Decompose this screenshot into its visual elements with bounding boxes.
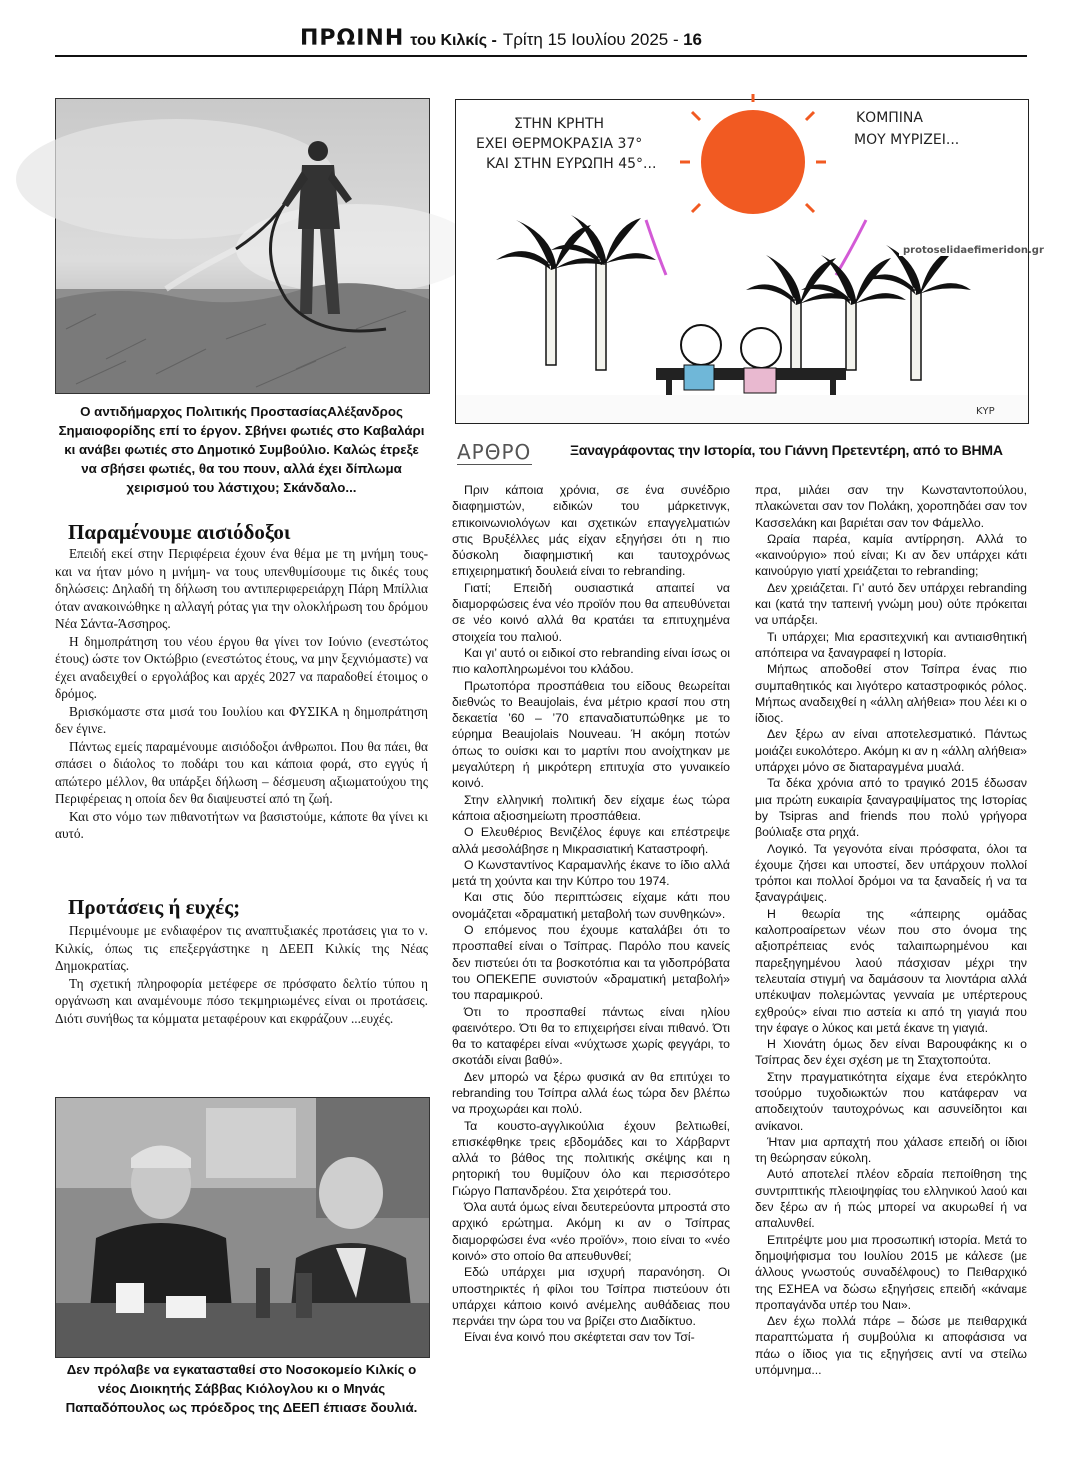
feature-paragraph: Τι υπάρχει; Μια ερασιτεχνική και αντιαισθητική απόπειρα να ξαναγραφεί η Ιστορία. [755,629,1027,660]
sun-icon [680,94,826,214]
cartoon-speech-left-line: ΕΧΕΙ ΘΕΡΜΟΚΡΑΣΙΑ 37° [476,136,643,152]
cartoon-watermark: protoselidaefimeridon.gr [903,245,1044,256]
feature-paragraph: πρα, μιλάει σαν την Κωνσταντοπούλου, πλακώνεται σαν τον Πολάκη, χοροπηδάει σαν τον Κασσελάκη και βαριέται σαν τον Φάμελλο. [755,483,1027,530]
feature-paragraph: Τα κουστο-αγγλικούλια έχουν βελτιωθεί, επισκέφθηκε τρεις εβδομάδες και το Χάρβαρντ αλλά το βάθος της πολιτικής σκέψης και η ρητορική του θυμίζουν όλο και περισσότερο Γιώργο Παπανδρέου. Στα χειρότερά του. [452,1118,730,1198]
cartoon-speech-left-line: ΚΑΙ ΣΤΗΝ ΕΥΡΩΠΗ 45°... [486,156,657,172]
article-proposals-title: Προτάσεις ή ευχές; [68,895,241,919]
feature-column-left [452,482,730,1346]
article-paragraph: Περιμένουμε με ενδιαφέρον τις αναπτυξιακές προτάσεις για το ν. Κιλκίς, όπως τις επεξεργάστηκε η ΔΕΕΠ Κιλκίς της Νέας Δημοκρατίας. [55,923,428,973]
article-paragraph: Πάντως εμείς παραμένουμε αισιόδοξοι άνθρωποι. Που θα πάει, θα σπάσει ο διάολος το ποδάρι του και κάποια φορά, στο εγγύς ή απώτερο μέλλον, θα υπάρξει δήλωση – δέσμευση αξιωματούχου της Περιφέρειας η οποία δεν θα διαψευστεί από τη ζωή. [55,738,428,806]
newspaper-subtitle: του Κιλκίς - [410,32,497,49]
feature-article-title: Ξαναγράφοντας την Ιστορία, του Γιάννη Πρετεντέρη, από το ΒΗΜΑ [570,442,1003,458]
article-paragraph: Τη σχετική πληροφορία μετέφερε σε πρόσφατο δελτίο τύπου η οργάνωση και αναμένουμε πόσο τεκμηριωμένες είναι οι προτάσεις. Διότι συνήθως τα κόμματα μεταφέρουν και εκφράζουν ...ευχές. [55,975,428,1026]
feature-paragraph: Πριν κάποια χρόνια, σε ένα συνέδριο διαφημιστών, ειδικών του μάρκετινγκ, επικοινωνιολόγων και σχετικών επαγγελματιών στις Βρυξέλλες μάς είχαν εξηγήσει ότι η πιο δύσκολη διαφημιστική και ταυτοχρόνως επιχειρηματική δουλειά είναι το rebranding. [452,483,730,579]
feature-paragraph: Και στις δύο περιπτώσεις είχαμε κάτι που ονομάζεται «δραματική μεταβολή των συνθηκών». [452,890,730,921]
feature-paragraph: Λογικό. Τα γεγονότα είναι πρόσφατα, όλοι τα έχουμε ζήσει και υποστεί, δεν υπάρχουν πολλοί τρόποι και πολλοί δρόμοι να τα ξαναδείς ή να τα ξαναγράψεις. [755,841,1027,905]
heatwave-cartoon [455,99,1044,424]
feature-paragraph: Όλα αυτά όμως είναι δευτερεύοντα μπροστά στο αρχικό ερώτημα. Ακόμη κι αν ο Τσίπρας διαμορφώσει ένα «νέο προϊόν», ποιο είναι το «νέο κοινό» στο οποίο θα απευθυνθεί; [452,1200,730,1263]
feature-paragraph: Δεν χρειάζεται. Γι’ αυτό δεν υπάρχει rebranding και (κατά την ταπεινή γνώμη μου) ούτε πρόκειται να υπάρξει. [755,580,1027,628]
article-paragraph: Βρισκόμαστε στα μισά του Ιουλίου και ΦΥΣΙΚΑ η δημοπράτηση δεν έγινε. [55,703,428,736]
issue-date: Τρίτη 15 Ιουλίου 2025 - [502,30,679,49]
article-paragraph: Και στο νόμο των πιθανοτήτων να βασιστούμε, κάποτε θα γίνει κι αυτό. [55,808,428,841]
article-optimists-title: Παραμένουμε αισιόδοξοι [68,520,291,544]
cartoon-signature: ΚΥΡ [976,406,995,417]
feature-paragraph: Ωραία παρέα, καμία αντίρρηση. Αλλά το «καινούργιο» πού είναι; Κι αν δεν υπάρχει κάτι καινούργιο γιατί χρειάζεται το rebranding; [755,531,1027,579]
firefighter-illustration [56,99,429,393]
feature-paragraph: Επιτρέψτε μου μια προσωπική ιστορία. Μετά το δημοψήφισμα του Ιουλίου 2015 με κάλεσε (με άλλους γνωστούς συναδέλφους) το Πειθαρχικό της ΕΣΗΕΑ να δώσω εξηγήσεις επειδή «κάναμε προπαγάνδα υπέρ του Ναι». [755,1232,1027,1312]
feature-paragraph: Μήπως αποδοθεί στον Τσίπρα ένας πιο συμπαθητικός και λιγότερο καταστροφικός ρόλος. Μήπως αναδειχθεί η «άλλη αλήθεια» που λέει κι ο ίδιος. [755,662,1027,726]
feature-paragraph: Πρωτοπόρα προσπάθεια του είδους θεωρείται διεθνώς το Beaujolais, ένα μέτριο κρασί που στη δεκαετία ’60 – ’70 επαναδιατυπώθηκε με το εύρημα Beaujolais Nouveau. Ή ακόμη ποτών όπως το ουίσκι και το μαρτίνι που ανοίχτηκαν με μεγαλύτερη ή μικρότερη επιτυχία στο γυναικείο κοινό. [452,678,730,791]
article-proposals-body [55,922,428,1027]
masthead [300,26,820,56]
cartoon-speech-left-line: ΣΤΗΝ ΚΡΗΤΗ [514,116,605,132]
feature-paragraph: Είναι ένα κοινό που σκέφτεται σαν τον Τσί- [464,1330,695,1345]
firefighter-photo-caption: Ο αντιδήμαρχος Πολιτικής ΠροστασίαςΑλέξανδρος Σημαιοφορίδης επί το έργον. Σβήνει φωτιές στο Καβαλάρι κι ανάβει φωτιές στο Δημοτικό Συμβούλιο. Καλώς έτρεξε να σβήσει φωτιές, θα του πουν, αλλά έχει δίπλωμα χειρισμού του λάστιχου; Σκάνδαλο... [58,404,425,495]
feature-paragraph: Η θεωρία της «άπειρης ομάδας καλοπροαίρετων νέων που στο όνομα της αξιοπρέπειας ενός ταλαιπωρημένου και παρεξηγημένου λαού πάσχισαν μέχρι την τελευταία στιγμή να δαμάσουν τα λιοντάρια αλλά υπέκυψαν πολεμώντας γενναία με υπέρτερους εχθρούς» είναι πιο αστεία κι από τη γιαγιά που την έφαγε ο λύκος και μετά έκανε τη γιαγιά. [755,906,1027,1035]
firefighter-photo [55,98,430,394]
two-men-illustration [56,1098,429,1357]
feature-paragraph: Δεν ξέρω αν είναι αποτελεσματικό. Πάντως μοιάζει ευκολότερο. Ακόμη κι αν η «άλλη αλήθεια» υπάρχει μόνο σε διαταραγμένα μυαλά. [755,727,1027,775]
newspaper-brand: ΠΡΩΙΝΗ [300,26,405,51]
section-label-underline [457,464,532,465]
header-rule [55,55,1027,57]
feature-paragraph: Και γι’ αυτό οι ειδικοί στο rebranding είναι ίσως οι πιο καλοπληρωμένοι του κλάδου. [452,645,730,677]
feature-paragraph: Τα δέκα χρόνια από το τραγικό 2015 έδωσαν μια πρώτη ευκαιρία ξαναγραψίματος της Ιστορίας by Tsipras and friends που πολύ γρήγορα βούλιαξε στα ρηχά. [755,776,1027,840]
cartoon-speech-right-line: ΜΟΥ ΜΥΡΙΖΕΙ... [854,132,960,148]
two-men-cafe-photo [55,1097,430,1358]
feature-paragraph: Ήταν μια αρπαχτή που χάλασε επειδή οι ίδιοι τη θεώρησαν εύκολη. [755,1134,1027,1166]
feature-paragraph: Εδώ υπάρχει μια ισχυρή παρανόηση. Οι υποστηρικτές ή φίλοι του Τσίπρα πιστεύουν ότι υπάρχει κάποιο κοινό ανέμελης αυθάδειας που περνάει την ώρα του να βρίζει στο Διαδίκτυο. [452,1265,730,1329]
feature-paragraph: Δεν μπορώ να ξέρω φυσικά αν θα επιτύχει το rebranding του Τσίπρα αλλά έως τώρα δεν βλέπω να προχωράει και πολύ. [452,1069,730,1117]
feature-paragraph: Ότι το προσπαθεί πάντως είναι ηλίου φαεινότερο. Ότι θα το επιχειρήσει είναι πιθανό. Ότι θα το καταφέρει είναι «νύχτωσε χωρίς φεγγάρι, το σκοτάδι είναι βαθύ». [452,1004,730,1068]
feature-paragraph: Ο επόμενος που έχουμε καταλάβει ότι το προσπαθεί είναι ο Τσίπρας. Παρόλο που κανείς δεν πιστεύει ότι τα βοσκοτόπια και τα γιδοπρόβατα του ΟΠΕΚΕΠΕ συνιστούν «δραματική μεταβολή» του παραμικρού. [452,923,730,1003]
article-paragraph: Επειδή εκεί στην Περιφέρεια έχουν ένα θέμα με τη μνήμη τους- και να ήταν μόνο η μνήμη- να τους υπενθυμίσουμε τις δικές τους δηλώσεις: Δηλαδή τη δήλωση του αντιπεριφερειάρχη Πάρη Μπίλλια όταν ανακοινώθηκε η αλλαγή ρότας για την ολοκλήρωση του δρόμου Νέα Σάντα-Άσσηρος. [55,546,428,631]
cartoon-drawing [456,100,1044,423]
cartoon-speech-right-line: ΚΟΜΠΙΝΑ [856,110,923,126]
article-paragraph: Η δημοπράτηση του νέου έργου θα γίνει τον Ιούνιο (ενεστώτος έτους) ώστε τον Οκτώβριο (ενεστώτος έτους, να μην ξεχνιόμαστε) να έχει αναδειχθεί ο εργολάβος και αρχές 2027 να παραδοθεί έτοιμος ο δρόμος. [55,633,428,701]
page-number: 16 [683,30,703,49]
feature-paragraph: Ο Ελευθέριος Βενιζέλος έφυγε και επέστρεψε αλλά μεσολάβησε η Μικρασιατική Καταστροφή. [452,825,730,856]
section-label: ΑΡΘΡΟ [457,440,532,464]
feature-paragraph: Η Χιονάτη όμως δεν είναι Βαρουφάκης κι ο Τσίπρας δεν έχει σχέση με τη Σταχτοπούτα. [755,1037,1027,1068]
feature-paragraph: Γιατί; Επειδή ουσιαστικά απαιτεί να διαμορφώσεις ένα νέο προϊόν που θα απευθύνεται σε νέο κοινό αλλά θα κρατάει τα επιτυχημένα στοιχεία του παλιού. [452,580,730,644]
feature-paragraph: Στην πραγματικότητα είχαμε ένα ετερόκλητο τσούρμο τυχοδιωκτών που κατάφεραν να αποδειχτούν ταυτοχρόνως και ασυνείδητοι και ανίκανοι. [755,1069,1027,1133]
feature-paragraph: Στην ελληνική πολιτική δεν είχαμε έως τώρα κάποια αξιοσημείωτη προσπάθεια. [452,792,730,823]
feature-paragraph: Δεν έχω πολλά πάρε – δώσε με πειθαρχικά παραπτώματα ή συμβούλια κι αποφάσισα να πάω ο ίδιος για τις εξηγήσεις αντί να στείλω υπόμνημα... [755,1314,1027,1378]
article-optimists-body [55,545,428,843]
feature-column-right [755,482,1027,1378]
two-men-photo-caption: Δεν πρόλαβε να εγκατασταθεί στο Νοσοκομείο Κιλκίς ο νέος Διοικητής Σάββας Κιόλογλου κι ο Μηνάς Παπαδόπουλος ως πρόεδρος της ΔΕΕΠ έπιασε δουλιά. [65,1362,418,1415]
feature-paragraph: Ο Κωνσταντίνος Καραμανλής έκανε το ίδιο αλλά μετά τη χούντα και την Κύπρο του 1974. [452,857,730,889]
feature-paragraph: Αυτό αποτελεί πλέον εδραία πεποίθηση της συντριπτικής πλειοψηφίας του ελληνικού λαού και δεν ξέρω αν ή πώς μπορεί να ακυρωθεί ή να απαλυνθεί. [755,1167,1027,1231]
